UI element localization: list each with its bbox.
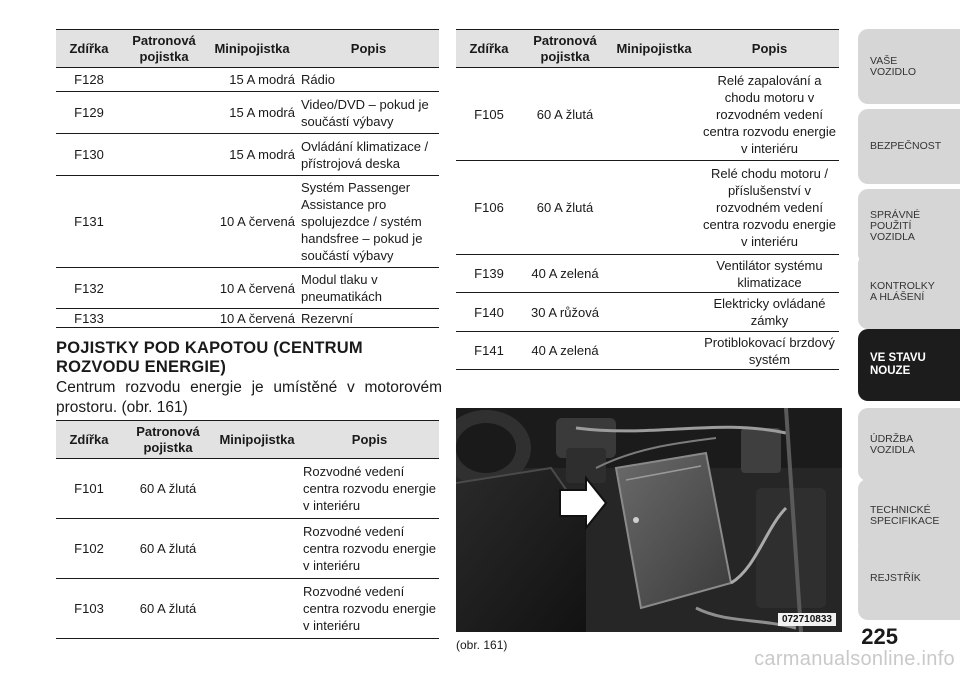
- cartridge-cell: 60 A žlutá: [522, 68, 608, 161]
- tab-label: REJSTŘÍK: [870, 572, 921, 584]
- mini-cell: 10 A červená: [206, 176, 298, 268]
- desc-cell: Modul tlaku v pneumatikách: [298, 268, 439, 309]
- fuse-table-engine: [56, 420, 439, 639]
- tab-label: KONTROLKY A HLÁŠENÍ: [870, 279, 935, 303]
- tab-label: SPRÁVNÉ POUŽITÍ VOZIDLA: [870, 209, 921, 243]
- cartridge-cell: [122, 68, 206, 92]
- cartridge-cell: 30 A růžová: [522, 293, 608, 332]
- table-row: [456, 332, 839, 370]
- tab-label: BEZPEČNOST: [870, 140, 942, 152]
- mini-cell: [214, 459, 300, 519]
- mini-cell: [214, 519, 300, 579]
- engine-bay-illustration: [456, 408, 842, 632]
- socket-cell: F128: [56, 68, 122, 92]
- table-row: [56, 459, 439, 519]
- mini-cell: [214, 579, 300, 639]
- mini-cell: [608, 68, 700, 161]
- desc-cell: Rádio: [298, 68, 439, 92]
- table-row: [456, 161, 839, 255]
- cartridge-cell: [122, 268, 206, 309]
- table-row: [56, 268, 439, 309]
- desc-cell: Video/DVD – pokud je součástí výbavy: [298, 92, 439, 134]
- tab-rejstrik[interactable]: [858, 537, 960, 620]
- cartridge-cell: 60 A žlutá: [122, 459, 214, 519]
- cartridge-cell: [122, 176, 206, 268]
- cartridge-cell: [122, 309, 206, 328]
- desc-cell: Rezervní: [298, 309, 439, 328]
- header-socket: Zdířka: [56, 421, 122, 459]
- table-row: [456, 68, 839, 161]
- desc-cell: Elektricky ovládané zámky: [700, 293, 839, 332]
- mini-cell: 15 A modrá: [206, 92, 298, 134]
- table-row: [56, 68, 439, 92]
- tab-ve-stavu-nouze[interactable]: [858, 329, 960, 401]
- desc-cell: Systém Passenger Assistance pro spolujezdce / systém handsfree – pokud je součástí výbavy: [298, 176, 439, 268]
- socket-cell: F133: [56, 309, 122, 328]
- tab-bezpecnost[interactable]: [858, 109, 960, 184]
- table-row: [56, 579, 439, 639]
- cartridge-cell: 60 A žlutá: [122, 579, 214, 639]
- socket-cell: F140: [456, 293, 522, 332]
- socket-cell: F105: [456, 68, 522, 161]
- mini-cell: [608, 161, 700, 255]
- engine-bay-photo: [456, 408, 842, 632]
- header-socket: Zdířka: [56, 30, 122, 68]
- watermark: carmanualsonline.info: [754, 648, 955, 670]
- tab-label: VAŠE VOZIDLO: [870, 54, 917, 78]
- fuse-table-right: [456, 29, 839, 370]
- tab-kontrolky[interactable]: [858, 254, 960, 329]
- desc-cell: Rozvodné vedení centra rozvodu energie v interiéru: [300, 459, 439, 519]
- table-row: [56, 176, 439, 268]
- desc-cell: Rozvodné vedení centra rozvodu energie v interiéru: [300, 579, 439, 639]
- header-cartridge: Patronová pojistka: [122, 421, 214, 459]
- header-socket: Zdířka: [456, 30, 522, 68]
- socket-cell: F106: [456, 161, 522, 255]
- mini-cell: [608, 293, 700, 332]
- mini-cell: 10 A červená: [206, 309, 298, 328]
- section-heading: POJISTKY POD KAPOTOU (CENTRUM ROZVODU ENERGIE): [56, 339, 363, 376]
- header-desc: Popis: [300, 421, 439, 459]
- desc-cell: Rozvodné vedení centra rozvodu energie v interiéru: [300, 519, 439, 579]
- header-desc: Popis: [298, 30, 439, 68]
- socket-cell: F102: [56, 519, 122, 579]
- socket-cell: F101: [56, 459, 122, 519]
- tab-vase-vozidlo[interactable]: [858, 29, 960, 104]
- desc-cell: Relé zapalování a chodu motoru v rozvodném vedení centra rozvodu energie v interiéru: [700, 68, 839, 161]
- cartridge-cell: [122, 92, 206, 134]
- header-mini: Minipojistka: [214, 421, 300, 459]
- header-mini: Minipojistka: [608, 30, 700, 68]
- tab-udrzba[interactable]: [858, 408, 960, 481]
- socket-cell: F129: [56, 92, 122, 134]
- socket-cell: F130: [56, 134, 122, 176]
- socket-cell: F103: [56, 579, 122, 639]
- table-row: [456, 293, 839, 332]
- socket-cell: F139: [456, 255, 522, 293]
- header-cartridge: Patronová pojistka: [122, 30, 206, 68]
- figure-code: 072710833: [778, 613, 836, 626]
- table-row: [56, 519, 439, 579]
- mini-cell: [608, 255, 700, 293]
- cartridge-cell: 40 A zelená: [522, 332, 608, 370]
- mini-cell: 10 A červená: [206, 268, 298, 309]
- cartridge-cell: [122, 134, 206, 176]
- table-row: [56, 134, 439, 176]
- figure-caption: (obr. 161): [456, 638, 508, 652]
- page-number: 225: [861, 624, 898, 649]
- tab-spravne-pouziti[interactable]: [858, 189, 960, 264]
- desc-cell: Protiblokovací brzdový systém: [700, 332, 839, 370]
- mini-cell: 15 A modrá: [206, 134, 298, 176]
- mini-cell: 15 A modrá: [206, 68, 298, 92]
- tab-label: ÚDRŽBA VOZIDLA: [870, 432, 915, 456]
- table-row: [56, 92, 439, 134]
- socket-cell: F131: [56, 176, 122, 268]
- header-cartridge: Patronová pojistka: [522, 30, 608, 68]
- desc-cell: Ventilátor systému klimatizace: [700, 255, 839, 293]
- desc-cell: Ovládání klimatizace / přístrojová deska: [298, 134, 439, 176]
- tab-label: TECHNICKÉ SPECIFIKACE: [870, 503, 940, 527]
- socket-cell: F141: [456, 332, 522, 370]
- socket-cell: F132: [56, 268, 122, 309]
- header-desc: Popis: [700, 30, 839, 68]
- cartridge-cell: 60 A žlutá: [522, 161, 608, 255]
- mini-cell: [608, 332, 700, 370]
- desc-cell: Relé chodu motoru / příslušenství v rozvodném vedení centra rozvodu energie v interiéru: [700, 161, 839, 255]
- cartridge-cell: 60 A žlutá: [122, 519, 214, 579]
- fuse-table-top: [56, 29, 439, 328]
- table-row: [456, 255, 839, 293]
- section-paragraph: Centrum rozvodu energie je umístěné v motorovém prostoru. (obr. 161): [56, 379, 442, 416]
- header-mini: Minipojistka: [206, 30, 298, 68]
- table-row: [56, 309, 439, 328]
- tab-label: VE STAVU NOUZE: [870, 352, 926, 377]
- cartridge-cell: 40 A zelená: [522, 255, 608, 293]
